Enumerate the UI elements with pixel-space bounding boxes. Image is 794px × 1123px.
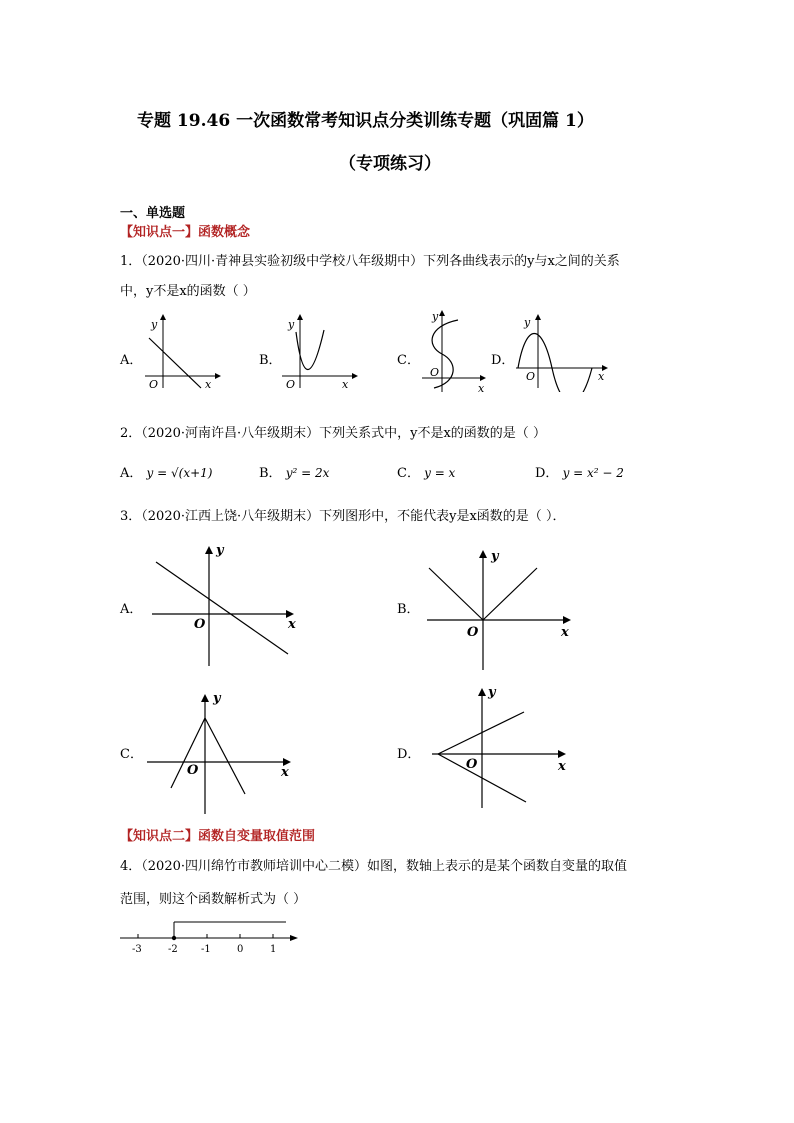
q1-graph-b [280, 312, 360, 392]
q3-option-d-label: D． [397, 747, 421, 762]
q1a-origin-label: O [149, 378, 159, 391]
number-line-point [172, 936, 176, 940]
question-3-number: 3． [120, 509, 142, 524]
question-4 [120, 855, 627, 874]
q3a-y-label: y [216, 543, 224, 558]
q2-option-b [259, 462, 329, 481]
question-1-number: 1． [120, 254, 142, 269]
question-1-text-line1: （2020·四川·青神县实验初级中学校八年级期中）下列各曲线表示的y与x之间的关系 [141, 254, 620, 269]
question-2 [120, 422, 546, 441]
q1-graph-a [143, 312, 223, 392]
tick-label-0: 0 [237, 944, 244, 955]
q1d-origin-label: O [526, 370, 536, 383]
question-1 [120, 250, 620, 269]
tick-label-1: 1 [270, 944, 277, 955]
number-line [118, 916, 302, 956]
q2-option-d [535, 462, 624, 481]
knowledge-point-1: 【知识点一】函数概念 [120, 225, 251, 240]
q3-option-b-label: B． [397, 602, 420, 617]
tick-label-neg3: -3 [132, 944, 142, 955]
q1-graph-c [418, 306, 493, 396]
q3-graph-d [430, 682, 580, 812]
q1d-x-label: x [598, 370, 605, 383]
q2-option-d-formula: y = x² − 2 [562, 466, 624, 480]
q1-option-a-label: A． [120, 353, 143, 368]
q3c-y-label: y [213, 691, 221, 706]
page-subtitle: （专项练习） [339, 154, 441, 174]
question-4-text-line1: （2020·四川绵竹市教师培训中心二模）如图，数轴上表示的是某个函数自变量的取值 [141, 859, 627, 874]
q3a-origin-label: O [194, 617, 206, 632]
q3b-origin-label: O [467, 625, 479, 640]
q1-option-b-label: B． [259, 353, 282, 368]
q2-option-a [120, 462, 212, 481]
q3a-x-label: x [288, 617, 296, 632]
q2-option-d-label: D． [535, 466, 559, 481]
q3-option-a-label: A． [120, 602, 143, 617]
tick-label-neg1: -1 [201, 944, 211, 955]
question-2-text: （2020·河南许昌·八年级期末）下列关系式中，y不是x的函数的是（ ） [141, 426, 546, 441]
q3d-origin-label: O [466, 757, 478, 772]
q1c-x-label: x [478, 382, 485, 395]
q2-option-b-formula: y² = 2x [285, 466, 330, 480]
q2-option-c [397, 462, 455, 481]
q1d-y-label: y [524, 316, 531, 329]
q3d-x-label: x [558, 759, 566, 774]
q3-option-c-label: C． [120, 747, 143, 762]
q2-option-b-label: B． [259, 466, 282, 481]
question-3 [120, 505, 565, 524]
q3-graph-a [148, 540, 298, 670]
q3b-y-label: y [491, 549, 499, 564]
q1b-y-label: y [288, 318, 295, 331]
q2-option-c-label: C． [397, 466, 420, 481]
q2-option-a-formula: y = √(x+1) [146, 466, 213, 480]
q1c-origin-label: O [430, 366, 440, 379]
q1c-y-label: y [432, 310, 439, 323]
q3-graph-b [425, 544, 575, 674]
q2-option-c-formula: y = x [424, 466, 456, 480]
question-3-text: （2020·江西上饶·八年级期末）下列图形中，不能代表y是x函数的是（ ）． [141, 509, 566, 524]
q3d-y-label: y [488, 685, 496, 700]
q1-graph-d [514, 312, 610, 392]
q1a-y-label: y [151, 318, 158, 331]
q1b-origin-label: O [286, 378, 296, 391]
question-4-text-line2: 范围，则这个函数解析式为（ ） [120, 892, 307, 907]
q3c-origin-label: O [187, 763, 199, 778]
q1-option-c-label: C． [397, 353, 420, 368]
q3b-x-label: x [561, 625, 569, 640]
question-2-number: 2． [120, 426, 142, 441]
q1a-x-label: x [205, 378, 212, 391]
q1-option-d-label: D． [491, 353, 515, 368]
tick-label-neg2: -2 [168, 944, 178, 955]
q1b-x-label: x [342, 378, 349, 391]
q3c-x-label: x [281, 765, 289, 780]
q2-option-a-label: A． [120, 466, 143, 481]
section-heading: 一、单选题 [120, 206, 186, 221]
question-4-number: 4． [120, 859, 142, 874]
page-title: 专题 19.46 一次函数常考知识点分类训练专题（巩固篇 1） [137, 111, 594, 131]
question-1-text-line2: 中，y不是x的函数（ ） [120, 284, 256, 299]
q3-graph-c [145, 688, 295, 818]
knowledge-point-2: 【知识点二】函数自变量取值范围 [120, 829, 316, 844]
